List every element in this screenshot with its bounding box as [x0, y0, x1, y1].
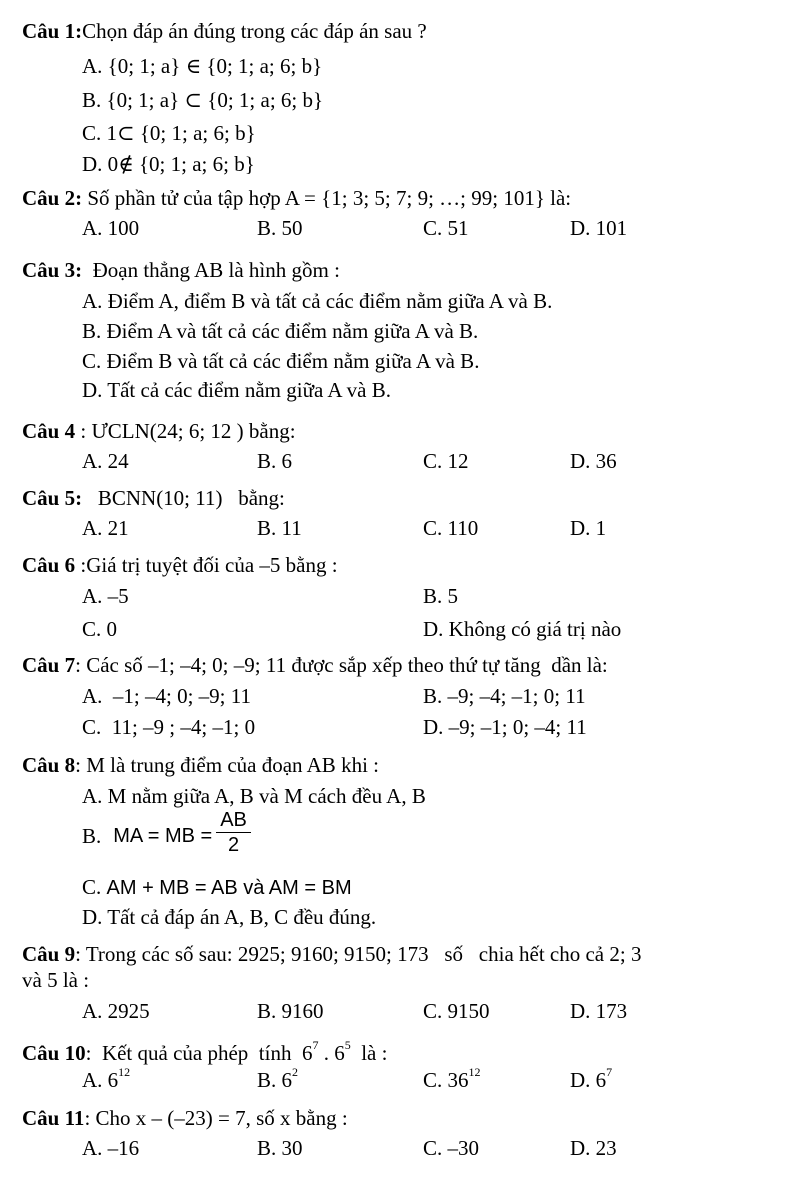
question-4 [22, 418, 296, 444]
question-3 [22, 257, 340, 283]
option-b-equation: MA = MB = [113, 825, 213, 847]
option-c-equation: AM + MB = AB và AM = BM [106, 877, 352, 899]
option-base: B. 6 [257, 1068, 293, 1092]
exponent: 5 [344, 1038, 351, 1052]
question-1 [22, 18, 427, 44]
option-b: B. 5 [423, 584, 459, 608]
question-label: Câu 3: [22, 258, 83, 282]
option-d [570, 1067, 612, 1093]
option-b: B. 6 [257, 449, 293, 473]
option-b [257, 1067, 298, 1093]
option-d: D. –9; –1; 0; –4; 11 [423, 715, 587, 739]
exponent: 7 [312, 1038, 319, 1052]
question-label: Câu 11 [22, 1106, 85, 1130]
option-b: B. 9160 [257, 999, 324, 1023]
option-b: B. 11 [257, 516, 302, 540]
question-text: Chọn đáp án đúng trong các đáp án sau ? [82, 19, 427, 43]
option-a: A. 21 [82, 516, 129, 540]
option-c: C. 11; –9 ; –4; –1; 0 [82, 715, 256, 739]
option-d: D. Tất cả các điểm nằm giữa A và B. [82, 378, 391, 402]
question-label: Câu 10 [22, 1041, 86, 1065]
option-d: D. Tất cả đáp án A, B, C đều đúng. [82, 905, 377, 929]
question-9 [22, 941, 641, 967]
option-d: D. 173 [570, 999, 628, 1023]
option-c: C. 0 [82, 617, 118, 641]
question-label: Câu 7 [22, 653, 76, 677]
question-11 [22, 1105, 348, 1131]
question-6 [22, 552, 338, 578]
question-text: Đoạn thẳng AB là hình gồm : [92, 258, 340, 282]
option-a [82, 1067, 130, 1093]
question-text: : Các số –1; –4; 0; –9; 11 được sắp xếp theo thứ tự tăng dần là: [75, 653, 608, 677]
question-9-cont: và 5 là : [22, 968, 90, 992]
option-b-letter: B. [82, 824, 102, 848]
fraction-numerator: AB [216, 808, 251, 833]
question-7 [22, 652, 608, 678]
question-label: Câu 1: [22, 19, 83, 43]
option-c: C. –30 [423, 1136, 480, 1160]
option-exponent: 2 [292, 1065, 299, 1079]
option-c: C. 12 [423, 449, 469, 473]
question-text: : ƯCLN(24; 6; 12 ) bằng: [80, 419, 296, 443]
option-b: B. –9; –4; –1; 0; 11 [423, 684, 586, 708]
question-label: Câu 5: [22, 486, 83, 510]
option-a: A. M nằm giữa A, B và M cách đều A, B [82, 784, 426, 808]
option-base: A. 6 [82, 1068, 119, 1092]
question-text: Số phần tử của tập hợp A = {1; 3; 5; 7; 9; …; 99; 101} là: [87, 186, 572, 210]
option-exponent: 12 [118, 1065, 131, 1079]
option-c: C. 9150 [423, 999, 490, 1023]
option-c [423, 1067, 481, 1093]
option-base: C. 36 [423, 1068, 469, 1092]
option-d: D. Không có giá trị nào [423, 617, 622, 641]
option-a: A. 2925 [82, 999, 150, 1023]
question-label: Câu 4 [22, 419, 76, 443]
option-a: A. –1; –4; 0; –9; 11 [82, 684, 251, 708]
question-text-mid: . 6 [318, 1041, 345, 1065]
question-text: :Giá trị tuyệt đối của –5 bằng : [80, 553, 338, 577]
question-text: : Kết quả của phép tính 6 [85, 1041, 313, 1065]
question-5 [22, 485, 285, 511]
option-c: C. 1⊂ {0; 1; a; 6; b} [82, 121, 256, 145]
option-c: C. 110 [423, 516, 479, 540]
option-a: A. 100 [82, 216, 140, 240]
option-d: D. 101 [570, 216, 628, 240]
question-2 [22, 185, 571, 211]
option-d: D. 0∉ {0; 1; a; 6; b} [82, 152, 255, 176]
option-c: C. 51 [423, 216, 469, 240]
question-text: : Trong các số sau: 2925; 9160; 9150; 173 số chia hết cho cả 2; 3 [75, 942, 642, 966]
question-label: Câu 2: [22, 186, 83, 210]
option-c [82, 874, 352, 901]
option-b [82, 809, 251, 861]
option-base: D. 6 [570, 1068, 607, 1092]
option-a: A. {0; 1; a} ∈ {0; 1; a; 6; b} [82, 54, 323, 78]
option-d: D. 36 [570, 449, 617, 473]
option-b: B. Điểm A và tất cả các điểm nằm giữa A và B. [82, 319, 479, 343]
option-a: A. –5 [82, 584, 129, 608]
option-b: B. {0; 1; a} ⊂ {0; 1; a; 6; b} [82, 88, 324, 112]
option-a: A. –16 [82, 1136, 140, 1160]
option-d: D. 1 [570, 516, 607, 540]
question-label: Câu 8 [22, 753, 76, 777]
option-exponent: 7 [606, 1065, 613, 1079]
question-label: Câu 9 [22, 942, 76, 966]
question-8 [22, 752, 379, 778]
question-text: BCNN(10; 11) bằng: [97, 486, 285, 510]
question-text: : Cho x – (–23) = 7, số x bằng : [84, 1106, 348, 1130]
option-a: A. Điểm A, điểm B và tất cả các điểm nằm giữa A và B. [82, 289, 553, 313]
question-label: Câu 6 [22, 553, 76, 577]
option-c: C. Điểm B và tất cả các điểm nằm giữa A và B. [82, 349, 480, 373]
option-b: B. 50 [257, 216, 303, 240]
option-c-letter: C. [82, 875, 102, 899]
fraction-denominator: 2 [227, 834, 240, 856]
question-10 [22, 1040, 387, 1066]
option-a: A. 24 [82, 449, 129, 473]
option-d: D. 23 [570, 1136, 617, 1160]
option-exponent: 12 [468, 1065, 481, 1079]
question-text-tail: là : [350, 1041, 388, 1065]
fraction [216, 808, 251, 857]
option-b: B. 30 [257, 1136, 303, 1160]
question-text: : M là trung điểm của đoạn AB khi : [75, 753, 379, 777]
